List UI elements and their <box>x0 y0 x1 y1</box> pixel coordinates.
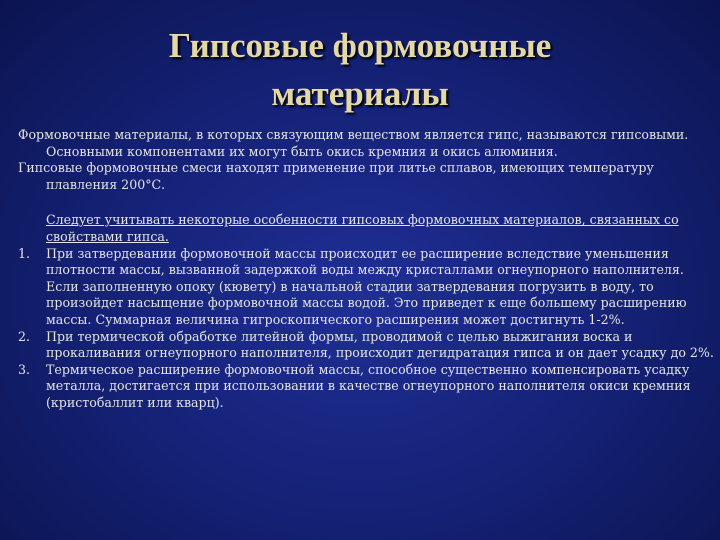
title-line: Гипсовые формовочные <box>168 26 552 65</box>
slide-title <box>0 22 720 118</box>
title-line: материалы <box>271 74 449 113</box>
list-item <box>18 246 714 329</box>
list-item-text: При термической обработке литейной формы, проводимой с целью выжигания воска и прокаливания огнеупорного наполнителя, происходит дегидратация гипса и он дает усадку до 2%. <box>46 328 714 361</box>
list-item-text: При затвердевании формовочной массы происходит ее расширение вследствие уменьшения плотности массы, вызванной задержкой воды между кристаллами огнеупорного наполнителя. Если заполненную опоку (кювету) в начальной стадии затвердевания погрузить в воду, то произойдет насыщение формовочной массы водой. Это приведет к еще большему расширению массы. Суммарная величина гигроскопического расширения может достигнуть 1-2%. <box>46 245 687 327</box>
list-item <box>18 329 714 362</box>
list-item-number: 1. <box>18 245 31 261</box>
list-item-number: 2. <box>18 328 31 344</box>
intro-paragraph: Формовочные материалы, в которых связующим веществом является гипс, называются гипсовыми. Основными компонентами их могут быть окись кремния и окись алюминия. <box>18 127 689 159</box>
slide-body <box>18 127 714 412</box>
list-item-number: 3. <box>18 361 31 377</box>
list-item <box>18 362 714 412</box>
note-heading: Следует учитывать некоторые особенности гипсовых формовочных материалов, связанных со свойствами гипса. <box>46 212 679 244</box>
list-item-text: Термическое расширение формовочной массы, способное существенно компенсировать усадку металла, достигается при использовании в качестве огнеупорного наполнителя окиси кремния (кристобаллит или кварц). <box>46 361 691 410</box>
intro-paragraph: Гипсовые формовочные смеси находят применение при литье сплавов, имеющих температуру плавления 200°С. <box>18 160 654 192</box>
